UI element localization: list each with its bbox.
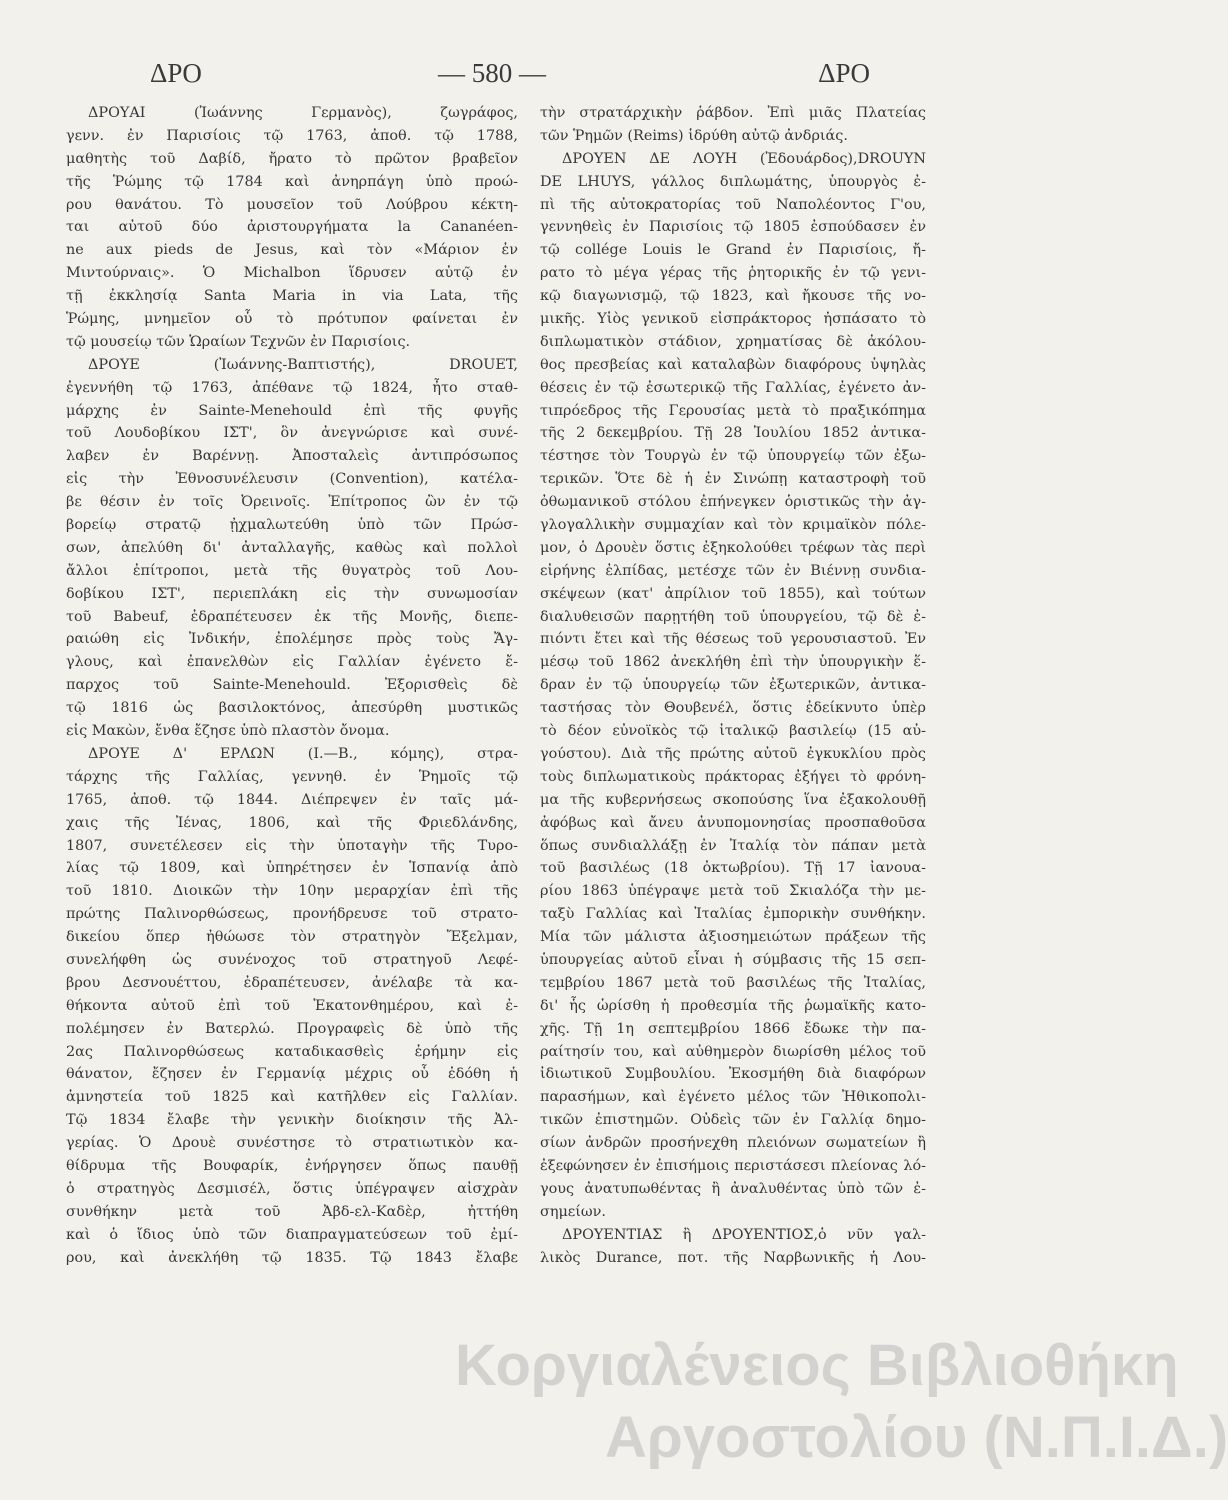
text-line: πρώτης Παλινορθώσεως, προνήδρευσε τοῦ στρατο- — [66, 906, 518, 923]
text-line: ταξὺ Γαλλίας καὶ Ἰταλίας ἐμπορικὴν συνθήκην. — [540, 906, 926, 923]
text-line: Ῥώμης, μνημεῖον οὗ τὸ πρότυπον φαίνεται ἐν — [66, 311, 518, 328]
text-line: γερίας. Ὁ Δρουὲ συνέστησε τὸ στρατιωτικὸν κα- — [66, 1135, 518, 1152]
text-line: δικείου ὅπερ ἠθώωσε τὸν στρατηγὸν Ἔξελμαν, — [66, 929, 518, 946]
text-line: γλους, καὶ ἐπανελθὼν εἰς Γαλλίαν ἐγένετο ἔ- — [66, 654, 518, 671]
watermark-line-2: Αργοστολίου (Ν.Π.Ι.Δ.) — [605, 1405, 1228, 1470]
text-line: ρου, καὶ ἀνεκλήθη τῷ 1835. Τῷ 1843 ἔλαβε — [66, 1249, 518, 1266]
text-line: τοῦ βασιλέως (18 ὀκτωβρίου). Τῇ 17 ἰανουα- — [540, 860, 926, 877]
text-line: μα τῆς κυβερνήσεως σκοπούσης ἵνα ἐξακολουθῇ — [540, 791, 926, 808]
text-line: μάρχης ἐν Sainte-Menehould ἐπὶ τῆς φυγῆς — [66, 402, 518, 419]
text-line: 1807, συνετέλεσεν εἰς τὴν ὑποταγὴν τῆς Τυρο- — [66, 837, 518, 854]
text-line: γους ἀνατυπωθέντας ἢ ἀναλυθέντας ὑπὸ τῶν ἐ- — [540, 1180, 926, 1197]
text-line: ἄλλοι ἐπίτροποι, μετὰ τῆς θυγατρὸς τοῦ Λου- — [66, 562, 518, 579]
text-line: ΔΡΟΥΑΙ (Ἰωάννης Γερμανὸς), ζωγράφος, — [88, 105, 518, 121]
text-line: τῷ collége Louis le Grand ἐν Παρισίοις, ἤ- — [540, 242, 926, 259]
text-line: Τῷ 1834 ἔλαβε τὴν γενικὴν διοίκησιν τῆς Ἀλ- — [66, 1112, 518, 1129]
text-line: πιόντι ἔτει καὶ τῆς θέσεως τοῦ γερουσιαστοῦ. Ἐν — [540, 631, 926, 648]
page-number: — 580 — — [438, 58, 546, 88]
text-line: θάνατον, ἔζησεν ἐν Γερμανίᾳ μέχρις οὗ ἐδόθη ἡ — [66, 1066, 518, 1083]
text-line: ΔΡΟΥΕΝΤΙΑΣ ἢ ΔΡΟΥΕΝΤΙΟΣ,ὁ νῦν γαλ- — [562, 1226, 926, 1243]
text-line: μον, ὁ Δρουὲν ὅστις ἐξηκολούθει τρέφων τὰς περὶ — [540, 539, 926, 556]
text-line: 1765, ἀποθ. τῷ 1844. Διέπρεψεν ἐν ταῖς μά- — [66, 791, 518, 808]
text-line: κῷ διαγωνισμῷ, τῷ 1823, καὶ ἤκουσε τῆς νο- — [540, 288, 926, 305]
text-line: γενν. ἐν Παρισίοις τῷ 1763, ἀποθ. τῷ 1788, — [66, 127, 518, 144]
text-line: μέσῳ τοῦ 1862 ἀνεκλήθη ἐπὶ τὴν ὑπουργικὴν ἕ- — [540, 654, 926, 671]
text-line: Μία τῶν μάλιστα ἀξιοσημειώτων πράξεων τῆς — [540, 929, 926, 946]
text-line: ne aux pieds de Jesus, καὶ τὸν «Μάριον ἐν — [66, 242, 518, 259]
text-line: σημείων. — [540, 1203, 606, 1220]
text-line: τέστησε τὸν Τουργὼ ἐν τῷ ὑπουργείῳ τῶν ἐξω- — [540, 448, 926, 465]
header-left-keyword: ΔΡΟ — [150, 58, 202, 88]
text-line: ταστήσας τὸν Θουβενέλ, ὅστις ἐδείκνυτο ὑπὲρ — [540, 700, 926, 717]
text-line: μαθητὴς τοῦ Δαβίδ, ἤρατο τὸ πρῶτον βραβεῖον — [66, 150, 518, 167]
text-line: ὑπουργείας αὐτοῦ εἶναι ἡ σύμβασις τῆς 15 σεπ- — [540, 951, 926, 968]
text-line: σων, ἀπελύθη δι' ἀνταλλαγῆς, καθὼς καὶ πολλοὶ — [66, 539, 518, 556]
text-line: τῶν Ῥημῶν (Reims) ἱδρύθη αὐτῷ ἀνδριάς. — [540, 127, 848, 144]
text-line: ρου θανάτου. Τὸ μουσεῖον τοῦ Λούβρου κέκτη- — [66, 196, 518, 213]
watermark-line-1: Κοργιαλένειος Βιβλιοθήκη — [455, 1333, 1179, 1398]
text-line: γλογαλλικὴν συμμαχίαν καὶ τὸν κριμαϊκὸν πόλε- — [540, 517, 926, 534]
text-line: θος πρεσβείας καὶ καταλαβὼν διαφόρους ὑψηλὰς — [540, 356, 926, 373]
text-line: λαβεν ἐν Βαρέννῃ. Ἀποσταλεὶς ἀντιπρόσωπος — [66, 448, 518, 465]
text-line: χαις τῆς Ἰένας, 1806, καὶ τῆς Φριεδλάνδης, — [66, 814, 518, 831]
text-line: τῷ μουσείῳ τῶν Ὡραίων Τεχνῶν ἐν Παρισίοις. — [66, 333, 411, 350]
text-line: μικῆς. Υἱὸς γενικοῦ εἰσπράκτορος ἠσπάσατο τὸ — [540, 311, 926, 328]
text-line: συνθήκην μετὰ τοῦ Ἀβδ-ελ-Καδὲρ, ἠττήθη — [66, 1203, 518, 1220]
text-line: παρχος τοῦ Sainte-Menehould. Ἐξορισθεὶς δὲ — [66, 677, 518, 694]
text-line: δι' ἧς ὡρίσθη ἡ προθεσμία τῆς ῥωμαϊκῆς κατο- — [540, 997, 926, 1014]
text-line: τικῶν ἐπιστημῶν. Οὐδεὶς τῶν ἐν Γαλλίᾳ δημο- — [540, 1112, 926, 1129]
text-line: σίων ἀνδρῶν προσήνεχθη πλειόνων σωματείων ἢ — [540, 1135, 926, 1152]
text-line: διπλωματικὸν στάδιον, χρηματίσας δὲ ἀκόλου- — [540, 333, 926, 350]
text-line: θίδρυμα τῆς Βουφαρίκ, ἐνήργησεν ὅπως παυθῇ — [66, 1157, 518, 1174]
text-line: τὴν στρατάρχικὴν ῥάβδον. Ἐπὶ μιᾶς Πλατείας — [540, 105, 926, 121]
text-line: πὶ τῆς αὐτοκρατορίας τοῦ Ναπολέοντος Γ'ου, — [540, 196, 926, 213]
text-line: θέσεις ἐν τῷ ἐσωτερικῷ τῆς Γαλλίας, ἐγένετο ἀν- — [540, 379, 926, 396]
header-right-keyword: ΔΡΟ — [818, 58, 870, 88]
text-line: γούστου). Διὰ τῆς πρώτης αὐτοῦ ἐγκυκλίου πρὸς — [540, 745, 926, 762]
text-line: πολέμησεν ἐν Βατερλώ. Προγραφεὶς δὲ ὑπὸ τῆς — [66, 1020, 518, 1037]
text-line: τῇ ἐκκλησίᾳ Santa Maria in via Lata, τῆς — [66, 288, 518, 305]
text-line: βρου Δεσνουέττου, ἐδραπέτευσεν, ἀνέλαβε τὰ κα- — [66, 974, 518, 991]
text-line: ὁ στρατηγὸς Δεσμισέλ, ὅστις ὑπέγραψεν αἰσχρὰν — [66, 1180, 518, 1197]
text-line: τῷ 1816 ὡς βασιλοκτόνος, ἀπεσύρθη μυστικῶς — [66, 700, 518, 717]
text-line: ἰδιωτικοῦ Συμβουλίου. Ἐκοσμήθη διὰ διαφόρων — [540, 1066, 926, 1083]
text-line: τερικῶν. Ὅτε δὲ ἡ ἐν Σινώπῃ καταστροφὴ τοῦ — [540, 471, 926, 488]
text-line: ρατο τὸ μέγα γέρας τῆς ῥητορικῆς ἐν τῷ γενι- — [540, 265, 926, 282]
text-line: ἀμνηστεία τοῦ 1825 καὶ κατῆλθεν εἰς Γαλλίαν. — [66, 1089, 518, 1106]
text-line: λίας τῷ 1809, καὶ ὑπηρέτησεν ἐν Ἱσπανίᾳ ἀπὸ — [66, 860, 518, 877]
library-watermark — [455, 1330, 1228, 1474]
text-line: ραίτησίν του, καὶ αὐθημερὸν διωρίσθη μέλος τοῦ — [540, 1043, 926, 1060]
text-line: ΔΡΟΥΕ (Ἰωάννης-Βαπτιστής), DROUET, — [88, 356, 518, 373]
text-line: λικὸς Durance, ποτ. τῆς Ναρβωνικῆς ἡ Λου- — [540, 1249, 926, 1266]
text-line: εἰς Μακὼν, ἔνθα ἔζησε ὑπὸ πλαστὸν ὄνομα. — [66, 723, 390, 740]
text-line: ΔΡΟΥΕΝ ΔΕ ΛΟΥΗ (Ἐδουάρδος),DROUYN — [562, 150, 926, 167]
text-line: δοβίκου ΙΣΤ', περιεπλάκη εἰς τὴν συνωμοσίαν — [66, 585, 518, 602]
text-line: γεννηθεὶς ἐν Παρισίοις τῷ 1805 ἐσπούδασεν ἐν — [540, 219, 926, 236]
left-text-column — [66, 102, 518, 1269]
text-line: τάρχης τῆς Γαλλίας, γεννηθ. ἐν Ῥημοῖς τῷ — [66, 768, 518, 785]
text-line: τιπρόεδρος τῆς Γερουσίας μετὰ τὸ πραξικόπημα — [540, 402, 926, 419]
text-line: ἀφόβως καὶ ἄνευ ἀνυπομονησίας προσπαθοῦσα — [540, 814, 926, 831]
text-line: τεμβρίου 1867 μετὰ τοῦ βασιλέως τῆς Ἰταλίας, — [540, 974, 926, 991]
text-line: εἰρήνης ἐλπίδας, μετέσχε τῶν ἐν Βιέννῃ συνδια- — [540, 562, 926, 579]
text-line: βε θέσιν ἐν τοῖς Ὀρεινοῖς. Ἐπίτροπος ὢν ἐν τῷ — [66, 494, 518, 511]
text-line: χῆς. Τῇ 1η σεπτεμβρίου 1866 ἔδωκε τὴν πα- — [540, 1020, 926, 1037]
page-header — [92, 58, 892, 98]
text-line: τοῦ 1810. Διοικῶν τὴν 10ην μεραρχίαν ἐπὶ τῆς — [66, 883, 518, 900]
text-line: ραιώθη εἰς Ἰνδικήν, ἐπολέμησε πρὸς τοὺς Ἄγ- — [66, 631, 518, 648]
text-line: τοῦ Λουδοβίκου ΙΣΤ', ὃν ἀνεγνώρισε καὶ συνέ- — [66, 425, 518, 442]
text-line: τῆς Ῥώμης τῷ 1784 καὶ ἀνηρπάγη ὑπὸ προώ- — [66, 173, 518, 190]
right-text-column — [540, 102, 926, 1269]
text-line: εἰς τὴν Ἐθνοσυνέλευσιν (Convention), κατέλα- — [66, 471, 518, 488]
text-line: τοῦ Babeuf, ἐδραπέτευσεν ἐκ τῆς Μονῆς, διεπε- — [66, 608, 518, 625]
text-line: ἐγεννήθη τῷ 1763, ἀπέθανε τῷ 1824, ἦτο σταθ- — [66, 379, 518, 396]
text-line: 2ας Παλινορθώσεως καταδικασθεὶς ἐρήμην εἰς — [66, 1043, 518, 1060]
text-line: δραν ἐν τῷ ὑπουργείῳ τῶν ἐξωτερικῶν, ἀντικα- — [540, 677, 926, 694]
text-line: θήκοντα αὐτοῦ ἐπὶ τοῦ Ἑκατονθημέρου, καὶ ἐ- — [66, 997, 518, 1014]
text-line: τοὺς διπλωματικοὺς πράκτορας ἐξήγει τὸ φρόνη- — [540, 768, 926, 785]
text-line: διαλυθεισῶν παρῃτήθη τοῦ ὑπουργείου, τῷ δὲ ἐ- — [540, 608, 926, 625]
text-line: ΔΡΟΥΕ Δ' ΕΡΛΩΝ (Ι.—Β., κόμης), στρα- — [88, 745, 518, 762]
text-line: ἐξεφώνησεν ἐν ἐπισήμοις περιστάσεσι πλείονας λό- — [540, 1157, 926, 1174]
text-line: παρασήμων, καὶ ἐγένετο μέλος τῶν Ἠθικοπολι- — [540, 1089, 926, 1106]
text-line: Μιντούρναις». Ὁ Michalbon ἵδρυσεν αὐτῷ ἐν — [66, 265, 518, 282]
text-line: τῆς 2 δεκεμβρίου. Τῇ 28 Ἰουλίου 1852 ἀντικα- — [540, 425, 926, 442]
text-line: DE LHUYS, γάλλος διπλωμάτης, ὑπουργὸς ἐ- — [540, 173, 926, 190]
text-line: καὶ ὁ ἴδιος ὑπὸ τῶν διαπραγματεύσεων τοῦ ἐμί- — [66, 1226, 518, 1243]
text-line: σκέψεων (κατ' ἀπρίλιον τοῦ 1855), καὶ τούτων — [540, 585, 926, 602]
text-line: ρίου 1863 ὑπέγραψε μετὰ τοῦ Σκιαλόζα τὴν με- — [540, 883, 926, 900]
text-line: βορείῳ στρατῷ ᾐχμαλωτεύθη ὑπὸ τῶν Πρώσ- — [66, 517, 518, 534]
text-line: ται αὐτοῦ δύο ἀριστουργήματα la Cananéen- — [66, 219, 518, 236]
text-line: ὅπως συνδιαλλάξῃ ἐν Ἰταλίᾳ τὸν πάπαν μετὰ — [540, 837, 926, 854]
text-line: συνελήφθη ὡς συνένοχος τοῦ στρατηγοῦ Λεφέ- — [66, 951, 518, 968]
text-line: ὀθωμανικοῦ στόλου ἐπήνεγκεν ὁριστικῶς τὴν ἀγ- — [540, 494, 926, 511]
text-line: τὸ δέον εὐνοϊκὸς τῷ ἰταλικῷ βασιλείῳ (15 αὐ- — [540, 723, 926, 740]
